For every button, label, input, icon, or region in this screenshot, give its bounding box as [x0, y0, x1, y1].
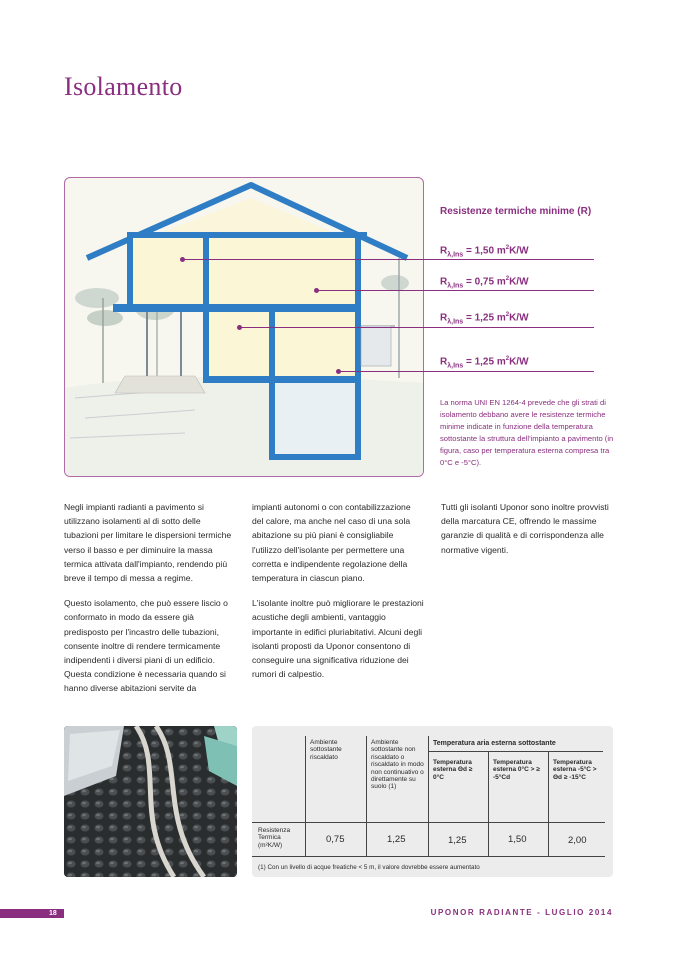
- table-footnote: (1) Con un livello di acque freatiche < 5 m, il valore dovrebbe essere aumentato: [258, 864, 480, 871]
- resistance-value-1: $R_{\lambda,Ins} = 1,50$ $m^2K/W$: [440, 245, 529, 259]
- page-number: 18: [49, 910, 57, 917]
- body-column-2: [252, 500, 424, 692]
- paragraph: L'isolante inoltre può migliorare le prestazioni acustiche degli ambienti, vantaggio importante in edifici pluriabitativi. Alcuni degli isolanti proposti da Uponor consentono di conseguire una significativa riduzione dei rumori di calpestio.: [252, 598, 424, 680]
- value-temp-b: 1,50: [508, 834, 527, 845]
- norm-note: La norma UNI EN 1264-4 prevede che gli strati di isolamento debbano avere le resistenze termiche minime indicate in funzione della temperatura sottostante la struttura dell'impianto a pavimento (in figura, caso per temperatura esterna compresa tra 0°C e -5°C).: [440, 398, 614, 467]
- header-outdoor-temp: Temperatura aria esterna sottostante: [433, 740, 556, 747]
- value-heated: 0,75: [326, 834, 345, 845]
- paragraph: Negli impianti radianti a pavimento si utilizzano isolamenti al di sotto delle tubazioni per limitare le dispersioni termiche verso il basso e per diminuire la massa termica attivata dall'impianto, rendendo più breve il tempo di messa a regime.: [64, 502, 232, 584]
- resistance-value-3: $R_{\lambda,Ins} = 1,25$ $m^2K/W$: [440, 312, 529, 326]
- table-divider: [252, 856, 605, 857]
- table-divider: [252, 822, 605, 823]
- resistance-value-4: $R_{\lambda,Ins} = 1,25$ $m^2K/W$: [440, 356, 529, 370]
- table-divider: [305, 736, 306, 856]
- leader-line-1: [184, 259, 594, 260]
- header-temp-b: Temperatura esterna 0°C > ≥ -5°Cd: [493, 759, 540, 781]
- resistance-value-2: $R_{\lambda,Ins} = 0,75$ $m^2K/W$: [440, 276, 529, 290]
- publication-footer: UPONOR RADIANTE - LUGLIO 2014: [430, 908, 613, 917]
- paragraph: Questo isolamento, che può essere liscio o conformato in modo da essere già predisposto per l'incastro delle tubazioni, consente inoltre di rendere termicamente indipendenti i diversi piani di un edificio. Questa condizione è necessaria quando si hanno diverse abitazioni servite da: [64, 598, 228, 694]
- table-divider: [488, 752, 489, 856]
- header-heated: Ambiente sottostante riscaldato: [310, 739, 342, 761]
- paragraph: Tutti gli isolanti Uponor sono inoltre provvisti della marcatura CE, offrendo le massime garanzie di qualità e di corrispondenza alle normative vigenti.: [441, 502, 609, 555]
- resistance-heading: Resistenze termiche minime (R): [440, 206, 592, 217]
- table-divider: [428, 751, 603, 752]
- value-unheated: 1,25: [387, 834, 406, 845]
- table-divider: [366, 736, 367, 856]
- body-column-3: [441, 500, 613, 568]
- value-temp-c: 2,00: [568, 835, 587, 846]
- paragraph: impianti autonomi o con contabilizzazione del calore, ma anche nel caso di una sola abitazione su più piani è consigliabile l'utilizzo dell'isolante per permettere una corretta e indipendente regolazione della temperatura in ciascun piano.: [252, 502, 411, 584]
- page-title: Isolamento: [64, 72, 183, 101]
- leader-line-2: [318, 290, 594, 291]
- body-column-1: [64, 500, 234, 707]
- resistance-table: [252, 726, 613, 877]
- header-temp-c: Temperatura esterna -5°C > Θd ≥ -15°C: [553, 759, 597, 781]
- table-divider: [548, 752, 549, 856]
- table-divider: [428, 736, 429, 856]
- value-temp-a: 1,25: [448, 835, 467, 846]
- header-temp-a: Temperatura esterna Θd ≥ 0°C: [433, 759, 473, 781]
- leader-line-3: [241, 327, 594, 328]
- leader-line-4: [340, 371, 594, 372]
- row-label: Resistenza Termica (m²K/W): [258, 827, 291, 849]
- header-unheated: Ambiente sottostante non riscaldato o riscaldato in modo non continuativo o direttamente su suolo (1): [371, 739, 424, 791]
- insulation-panel-photo: [64, 726, 237, 877]
